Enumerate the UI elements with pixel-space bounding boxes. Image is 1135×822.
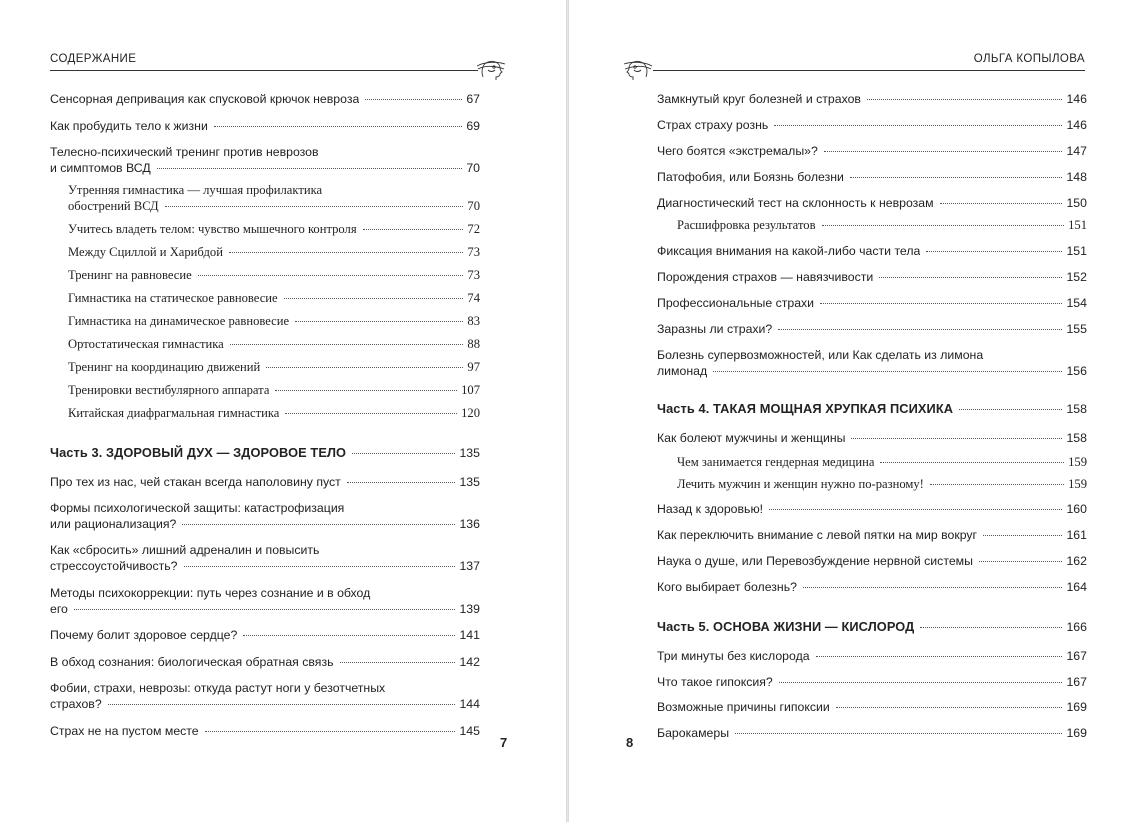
toc-entry[interactable]: Назад к здоровью! 160 [657, 502, 1087, 516]
toc-entry[interactable]: Как пробудить тело к жизни 69 [50, 119, 480, 133]
toc-subentry[interactable]: Между Сциллой и Харибдой 73 [68, 245, 480, 259]
toc-entry[interactable]: Чего боятся «экстремалы»? 147 [657, 144, 1087, 158]
toc-entry[interactable]: Страх не на пустом месте 145 [50, 724, 480, 738]
toc-entry[interactable]: Как переключить внимание с левой пятки на мир вокруг 161 [657, 528, 1087, 542]
right-page [569, 0, 1135, 822]
toc-entry[interactable]: Фиксация внимания на какой-либо части тела 151 [657, 244, 1087, 258]
toc-left [0, 0, 566, 822]
page-number-left: 7 [500, 735, 508, 750]
toc-subentry[interactable]: Расшифровка результатов 151 [677, 218, 1087, 232]
toc-entry[interactable]: Телесно-психический тренинг против неврозов и симптомов ВСД 70 [50, 145, 480, 175]
toc-subentry[interactable]: Ортостатическая гимнастика 88 [68, 337, 480, 351]
toc-entry[interactable]: Страх страху рознь 146 [657, 118, 1087, 132]
toc-subentry[interactable]: Гимнастика на статическое равновесие 74 [68, 291, 480, 305]
toc-entry[interactable]: Возможные причины гипоксии 169 [657, 700, 1087, 714]
toc-entry[interactable]: Три минуты без кислорода 167 [657, 649, 1087, 663]
toc-part-heading[interactable]: Часть 4. ТАКАЯ МОЩНАЯ ХРУПКАЯ ПСИХИКА 158 [657, 401, 1087, 416]
toc-entry[interactable]: Сенсорная депривация как спусковой крючок невроза 67 [50, 92, 480, 106]
toc-subentry[interactable]: Утренняя гимнастика — лучшая профилактика обострений ВСД 70 [68, 183, 480, 213]
toc-subentry[interactable]: Гимнастика на динамическое равновесие 83 [68, 314, 480, 328]
toc-entry[interactable]: Про тех из нас, чей стакан всегда наполовину пуст 135 [50, 475, 480, 489]
toc-entry[interactable]: Как болеют мужчины и женщины 158 [657, 431, 1087, 445]
toc-right [569, 0, 1135, 822]
toc-entry[interactable]: Что такое гипоксия? 167 [657, 675, 1087, 689]
page-number-right: 8 [626, 735, 634, 750]
toc-entry[interactable]: Как «сбросить» лишний адреналин и повысить стрессоустойчивость? 137 [50, 543, 480, 573]
toc-subentry[interactable]: Лечить мужчин и женщин нужно по-разному! 159 [677, 477, 1087, 491]
running-head-right: ОЛЬГА КОПЫЛОВА [973, 53, 1085, 65]
toc-subentry[interactable]: Учитесь владеть телом: чувство мышечного контроля 72 [68, 222, 480, 236]
toc-entry[interactable]: Барокамеры 169 [657, 726, 1087, 740]
toc-entry[interactable]: Методы психокоррекции: путь через сознание и в обход его 139 [50, 586, 480, 616]
toc-subentry[interactable]: Тренинг на координацию движений 97 [68, 360, 480, 374]
toc-subentry[interactable]: Тренировки вестибулярного аппарата 107 [68, 383, 480, 397]
toc-entry[interactable]: В обход сознания: биологическая обратная связь 142 [50, 655, 480, 669]
toc-entry[interactable]: Болезнь супервозможностей, или Как сделать из лимона лимонад 156 [657, 348, 1087, 378]
toc-entry[interactable]: Замкнутый круг болезней и страхов 146 [657, 92, 1087, 106]
toc-entry[interactable]: Диагностический тест на склонность к неврозам 150 [657, 196, 1087, 210]
toc-entry[interactable]: Формы психологической защиты: катастрофизация или рационализация? 136 [50, 501, 480, 531]
running-head-left: СОДЕРЖАНИЕ [50, 53, 137, 65]
left-page [0, 0, 566, 822]
toc-entry[interactable]: Порождения страхов — навязчивости 152 [657, 270, 1087, 284]
toc-part-heading[interactable]: Часть 3. ЗДОРОВЫЙ ДУХ — ЗДОРОВОЕ ТЕЛО 135 [50, 445, 480, 460]
toc-entry[interactable]: Патофобия, или Боязнь болезни 148 [657, 170, 1087, 184]
toc-part-heading[interactable]: Часть 5. ОСНОВА ЖИЗНИ — КИСЛОРОД 166 [657, 619, 1087, 634]
toc-subentry[interactable]: Китайская диафрагмальная гимнастика 120 [68, 406, 480, 420]
toc-entry[interactable]: Профессиональные страхи 154 [657, 296, 1087, 310]
toc-entry[interactable]: Кого выбирает болезнь? 164 [657, 580, 1087, 594]
toc-entry[interactable]: Почему болит здоровое сердце? 141 [50, 628, 480, 642]
toc-entry[interactable]: Фобии, страхи, неврозы: откуда растут ноги у безотчетных страхов? 144 [50, 681, 480, 711]
toc-subentry[interactable]: Тренинг на равновесие 73 [68, 268, 480, 282]
toc-entry[interactable]: Наука о душе, или Перевозбуждение нервной системы 162 [657, 554, 1087, 568]
toc-subentry[interactable]: Чем занимается гендерная медицина 159 [677, 455, 1087, 469]
toc-entry[interactable]: Заразны ли страхи? 155 [657, 322, 1087, 336]
